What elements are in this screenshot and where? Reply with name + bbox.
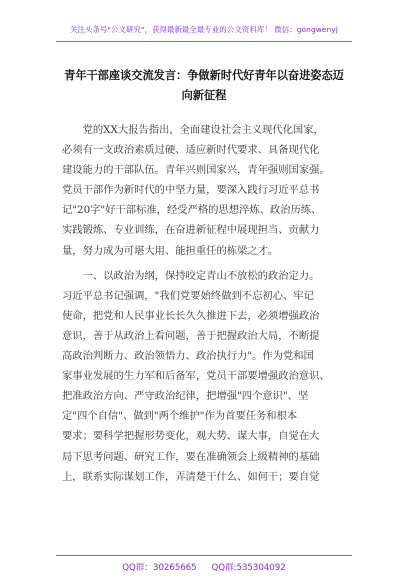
paragraph-line: 党员干部作为新时代的中坚力量，要深入践行习近平总书: [62, 184, 320, 197]
paragraph-line: 量，努力成为可堪大用、能担重任的栋梁之才。: [62, 244, 279, 257]
section-heading: 一、以政治为纲，保持咬定青山不放松的政治定力。: [82, 269, 320, 282]
paragraph-line: 必须有一支政治素质过硬、适应新时代要求、具备现代化: [62, 144, 320, 157]
title-line-1: 青年干部座谈交流发言：争做新时代好青年以奋进姿态迈: [64, 69, 344, 82]
paragraph-line: 建设能力的干部队伍。青年兴则国家兴，青年强则国家强。: [62, 164, 330, 177]
paragraph-line: 高政治判断力、政治领悟力、政治执行力"。作为党和国: [62, 350, 314, 363]
paragraph-line: 记"20字"好干部标准，经受严格的思想淬炼、政治历练、: [62, 204, 322, 217]
paragraph-line: 家事业发展的生力军和后备军，党员干部要增强政治意识、: [62, 370, 330, 383]
paragraph-line: 定"四个自信"、做到"两个维护"作为首要任务和根本: [62, 410, 298, 423]
footer: [0, 561, 408, 573]
header-banner: 关注头条号"公文研究"，获得最新最全最专业的公文资料库！ 微信：gongwenyj: [70, 25, 338, 34]
paragraph-line: 习近平总书记强调，"我们党要始终做到不忘初心、牢记: [62, 289, 314, 302]
paragraph-line: 实践锻炼、专业训练，在奋进新征程中展现担当、贡献力: [62, 224, 320, 237]
paragraph-line: 党的XX大报告指出，全面建设社会主义现代化国家，: [82, 124, 324, 136]
paragraph-section-1: [62, 266, 346, 487]
paragraph-intro: [62, 120, 346, 261]
footer-divider: [56, 555, 352, 556]
footer-qq-group-1: QQ群：30265665: [122, 563, 197, 573]
header-divider: [56, 41, 352, 42]
paragraph-line: 使命，把党和人民事业长长久久推进下去，必须增强政治: [62, 309, 320, 322]
paragraph-line: 要求；要科学把握形势变化，观大势、谋大事，自觉在大: [62, 430, 320, 443]
paragraph-line: 局下思考问题、研究工作，要在准确领会上级精神的基础: [62, 450, 320, 463]
document-title: [40, 66, 368, 106]
paragraph-line: 上，联系实际谋划工作，弄清楚干什么、如何干；要自觉: [62, 470, 320, 483]
footer-qq-group-2: QQ群:535304092: [211, 563, 286, 573]
document-body: [62, 120, 346, 492]
title-line-2: 向新征程: [181, 89, 227, 102]
paragraph-line: 意识，善于从政治上看问题，善于把握政治大局，不断提: [62, 329, 320, 342]
paragraph-line: 把准政治方向、严守政治纪律，把增强"四个意识"、坚: [62, 390, 309, 403]
